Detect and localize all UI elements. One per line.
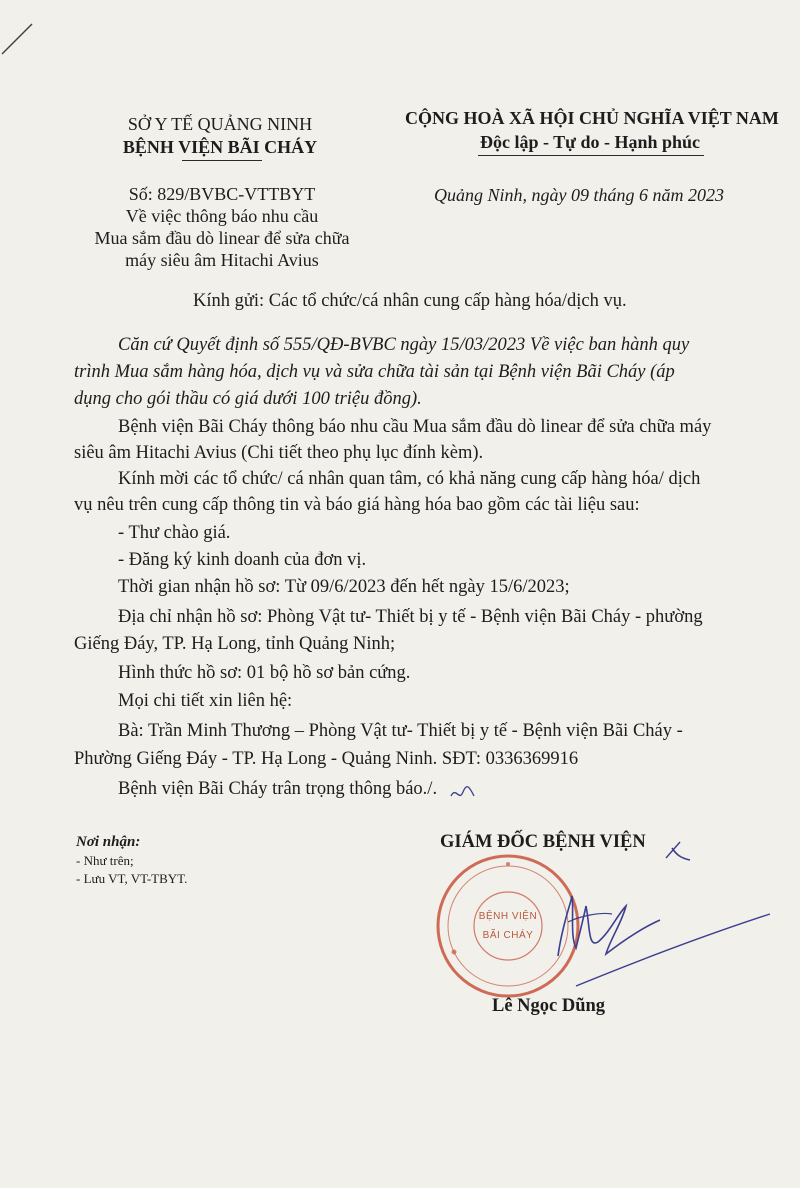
address-line-2: Giếng Đáy, TP. Hạ Long, tỉnh Quảng Ninh;: [74, 634, 396, 654]
subject-line-1: Về việc thông báo nhu cầu: [125, 206, 319, 226]
national-title: CỘNG HOÀ XÃ HỘI CHỦ NGHĨA VIỆT NAM: [405, 108, 779, 128]
basis-line-1: Căn cứ Quyết định số 555/QĐ-BVBC ngày 15/03/2023 Về việc ban hành quy: [118, 335, 690, 355]
ministry-name: SỞ Y TẾ QUẢNG NINH: [127, 114, 313, 134]
required-doc-2: - Đăng ký kinh doanh của đơn vị.: [118, 550, 367, 570]
notice-line-2: siêu âm Hitachi Avius (Chi tiết theo phụ lục đính kèm).: [74, 443, 484, 463]
contact-line-2: Phường Giếng Đáy - TP. Hạ Long - Quảng Ninh. SĐT: 0336369916: [74, 749, 579, 769]
recipient-item-1: - Như trên;: [76, 853, 134, 868]
handwritten-signature: [540, 836, 780, 996]
recipient-item-2: - Lưu VT, VT-TBYT.: [76, 871, 188, 886]
subject-line-3: máy siêu âm Hitachi Avius: [125, 250, 319, 270]
contact-intro: Mọi chi tiết xin liên hệ:: [118, 691, 293, 711]
national-motto: Độc lập - Tự do - Hạnh phúc: [479, 132, 701, 152]
contact-line-1: Bà: Trần Minh Thương – Phòng Vật tư- Thiết bị y tế - Bệnh viện Bãi Cháy -: [118, 721, 683, 741]
header-left-divider: [182, 160, 262, 161]
place-date: Quảng Ninh, ngày 09 tháng 6 năm 2023: [434, 185, 724, 205]
invite-line-1: Kính mời các tổ chức/ cá nhân quan tâm, có khả năng cung cấp hàng hóa/ dịch: [118, 469, 701, 489]
signer-role: GIÁM ĐỐC BỆNH VIỆN: [440, 832, 646, 852]
recipients-title: Nơi nhận:: [76, 834, 141, 850]
header-right-divider: [478, 155, 704, 156]
closing-line: Bệnh viện Bãi Cháy trân trọng thông báo./.: [118, 779, 438, 799]
signer-name: Lê Ngọc Dũng: [492, 996, 606, 1016]
required-doc-1: - Thư chào giá.: [118, 523, 231, 543]
submission-form: Hình thức hồ sơ: 01 bộ hồ sơ bản cứng.: [118, 663, 411, 683]
document-number: Số: 829/BVBC-VTTBYT: [128, 184, 316, 204]
basis-line-2: trình Mua sắm hàng hóa, dịch vụ và sửa chữa tài sản tại Bệnh viện Bãi Cháy (áp: [74, 362, 675, 382]
recipient-line: Kính gửi: Các tổ chức/cá nhân cung cấp hàng hóa/dịch vụ.: [193, 291, 627, 311]
subject-line-2: Mua sắm đầu dò linear để sửa chữa: [94, 228, 350, 248]
pen-mark: [0, 18, 40, 58]
basis-line-3: dụng cho gói thầu có giá dưới 100 triệu đồng).: [74, 389, 422, 409]
notice-line-1: Bệnh viện Bãi Cháy thông báo nhu cầu Mua sắm đầu dò linear để sửa chữa máy: [118, 417, 712, 437]
seal-text-line-2: BÃI CHÁY: [482, 930, 534, 941]
seal-text-line-1: BỆNH VIỆN: [478, 911, 538, 922]
hospital-name: BỆNH VIỆN BÃI CHÁY: [122, 137, 318, 157]
invite-line-2: vụ nêu trên cung cấp thông tin và báo giá hàng hóa bao gồm các tài liệu sau:: [74, 495, 640, 515]
submission-time: Thời gian nhận hồ sơ: Từ 09/6/2023 đến hết ngày 15/6/2023;: [118, 577, 570, 597]
address-line-1: Địa chỉ nhận hồ sơ: Phòng Vật tư- Thiết bị y tế - Bệnh viện Bãi Cháy - phường: [118, 607, 703, 627]
initials-mark: [448, 782, 478, 804]
